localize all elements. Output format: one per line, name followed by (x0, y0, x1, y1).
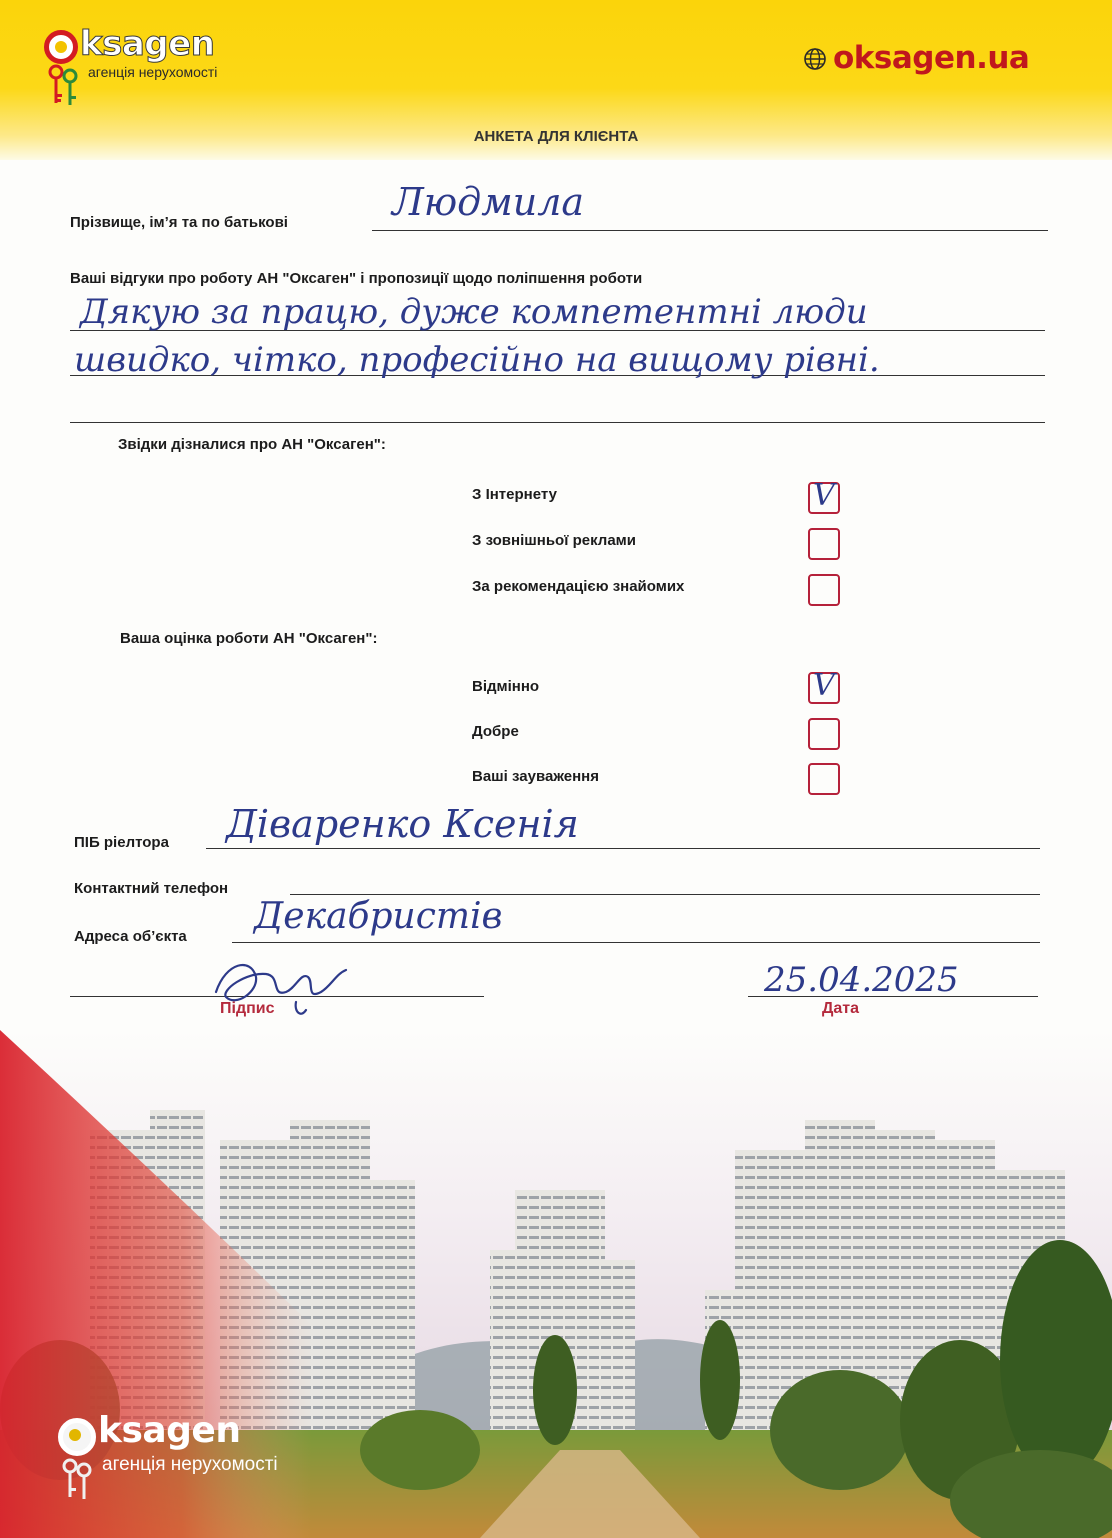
realtor-line (206, 848, 1040, 849)
date-label: Дата (822, 1000, 860, 1017)
rating-remarks-label: Ваші зауваження (472, 768, 599, 785)
name-handwriting: Людмила (392, 180, 585, 224)
header-band (0, 0, 1112, 160)
option-recommendation-label: За рекомендацією знайомих (472, 578, 685, 595)
name-label: Прізвище, ім’я та по батькові (70, 214, 288, 231)
realtor-handwriting: Діваренко Ксенія (226, 802, 579, 846)
address-handwriting: Декабристів (254, 896, 503, 937)
footer-logo-word: ksagen (98, 1410, 241, 1451)
name-line (372, 230, 1048, 231)
address-label: Адреса об’єкта (74, 928, 187, 945)
footer-logo-tagline: агенція нерухомості (102, 1454, 278, 1475)
checkbox-excellent[interactable] (808, 668, 840, 704)
feedback-handwriting-1: Дякую за працю, дуже компетентні люди (80, 292, 868, 332)
logo-o-mark (44, 30, 78, 64)
address-line (232, 942, 1040, 943)
website-block (803, 40, 1043, 76)
website-url: oksagen.ua (833, 40, 1030, 76)
globe-icon (803, 47, 827, 71)
option-outdoor-ads-label: З зовнішньої реклами (472, 532, 636, 549)
phone-line (290, 894, 1040, 895)
oksagen-logo (44, 24, 264, 120)
checkbox-internet[interactable] (808, 478, 840, 514)
checkbox-remarks[interactable] (808, 763, 840, 795)
logo-tagline: агенція нерухомості (88, 64, 218, 80)
option-internet-label: З Інтернету (472, 486, 557, 503)
check-mark: V (813, 668, 835, 703)
source-question: Звідки дізналися про АН "Оксаген": (118, 436, 386, 453)
footer-oksagen-logo (58, 1410, 318, 1528)
footer-logo-o-mark (58, 1418, 96, 1456)
date-handwriting: 25.04.2025 (764, 960, 959, 1000)
feedback-handwriting-2: швидко, чітко, професійно на вищому рівні. (74, 340, 880, 380)
form-title: АНКЕТА ДЛЯ КЛІЄНТА (473, 128, 639, 145)
phone-label: Контактний телефон (74, 880, 229, 897)
logo-word: ksagen (80, 24, 215, 64)
checkbox-good[interactable] (808, 718, 840, 750)
rating-question: Ваша оцінка роботи АН "Оксаген": (120, 630, 378, 647)
feedback-label: Ваші відгуки про роботу АН "Оксаген" і пропозиції щодо поліпшення роботи (70, 270, 643, 287)
realtor-label: ПІБ ріелтора (74, 834, 169, 851)
checkbox-recommendation[interactable] (808, 574, 840, 606)
checkbox-outdoor-ads[interactable] (808, 528, 840, 560)
feedback-line-3 (70, 422, 1045, 423)
signature-label: Підпис (220, 1000, 275, 1017)
rating-excellent-label: Відмінно (472, 678, 540, 695)
rating-good-label: Добре (472, 723, 519, 740)
check-mark: V (813, 478, 835, 513)
footer-keys-icon (62, 1458, 92, 1502)
keys-icon (48, 64, 78, 108)
